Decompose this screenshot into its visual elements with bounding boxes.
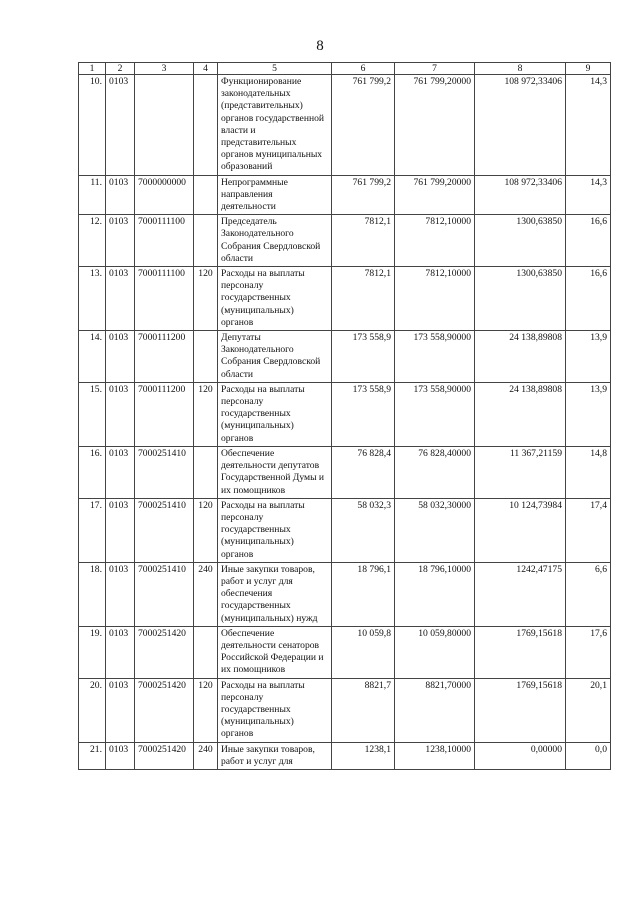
- executed-amount: 1769,15618: [475, 678, 566, 742]
- item-name: Расходы на выплаты персоналу государственных (муниципальных) органов: [218, 498, 332, 562]
- percent-value: 20,1: [566, 678, 611, 742]
- percent-value: 16,6: [566, 215, 611, 267]
- target-code: 7000111100: [135, 267, 194, 331]
- table-row: [79, 498, 611, 562]
- expense-type: 120: [194, 678, 218, 742]
- target-code: 7000111200: [135, 331, 194, 383]
- plan-precise-amount: 761 799,20000: [395, 175, 475, 215]
- plan-precise-amount: 173 558,90000: [395, 382, 475, 446]
- percent-value: 14,8: [566, 446, 611, 498]
- executed-amount: 24 138,89808: [475, 331, 566, 383]
- table-row: [79, 175, 611, 215]
- percent-value: 14,3: [566, 175, 611, 215]
- expense-type: 240: [194, 562, 218, 626]
- row-number: 20.: [79, 678, 106, 742]
- plan-amount: 10 059,8: [332, 626, 395, 678]
- table-row: [79, 626, 611, 678]
- column-header: 4: [194, 63, 218, 75]
- target-code: 7000251410: [135, 498, 194, 562]
- plan-amount: 761 799,2: [332, 175, 395, 215]
- row-number: 16.: [79, 446, 106, 498]
- column-header: 9: [566, 63, 611, 75]
- executed-amount: 10 124,73984: [475, 498, 566, 562]
- target-code: 7000251410: [135, 446, 194, 498]
- table-row: [79, 678, 611, 742]
- column-header: 1: [79, 63, 106, 75]
- budget-table: [78, 62, 611, 770]
- percent-value: 13,9: [566, 331, 611, 383]
- executed-amount: 1242,47175: [475, 562, 566, 626]
- row-number: 14.: [79, 331, 106, 383]
- plan-precise-amount: 76 828,40000: [395, 446, 475, 498]
- executed-amount: 1300,63850: [475, 215, 566, 267]
- section-code: 0103: [106, 175, 135, 215]
- target-code: [135, 75, 194, 176]
- target-code: 7000251420: [135, 626, 194, 678]
- item-name: Иные закупки товаров, работ и услуг для: [218, 742, 332, 769]
- plan-precise-amount: 58 032,30000: [395, 498, 475, 562]
- column-header: 6: [332, 63, 395, 75]
- executed-amount: 108 972,33406: [475, 75, 566, 176]
- target-code: 7000251420: [135, 678, 194, 742]
- column-header: 5: [218, 63, 332, 75]
- percent-value: 13,9: [566, 382, 611, 446]
- expense-type: [194, 446, 218, 498]
- item-name: Функционирование законодательных (представительных) органов государственной власти и представительных органов муниципальных образований: [218, 75, 332, 176]
- expense-type: [194, 626, 218, 678]
- plan-precise-amount: 761 799,20000: [395, 75, 475, 176]
- executed-amount: 1769,15618: [475, 626, 566, 678]
- executed-amount: 11 367,21159: [475, 446, 566, 498]
- table-row: [79, 215, 611, 267]
- percent-value: 0,0: [566, 742, 611, 769]
- expense-type: [194, 215, 218, 267]
- plan-precise-amount: 1238,10000: [395, 742, 475, 769]
- executed-amount: 1300,63850: [475, 267, 566, 331]
- plan-amount: 18 796,1: [332, 562, 395, 626]
- item-name: Иные закупки товаров, работ и услуг для обеспечения государственных (муниципальных) нужд: [218, 562, 332, 626]
- column-header: 7: [395, 63, 475, 75]
- item-name: Председатель Законодательного Собрания Свердловской области: [218, 215, 332, 267]
- expense-type: 120: [194, 498, 218, 562]
- expense-type: 120: [194, 382, 218, 446]
- plan-precise-amount: 10 059,80000: [395, 626, 475, 678]
- table-row: [79, 267, 611, 331]
- column-header: 3: [135, 63, 194, 75]
- section-code: 0103: [106, 446, 135, 498]
- table-row: [79, 446, 611, 498]
- page-number: 8: [316, 38, 324, 54]
- row-number: 15.: [79, 382, 106, 446]
- table-row: [79, 382, 611, 446]
- plan-amount: 173 558,9: [332, 382, 395, 446]
- column-header: 8: [475, 63, 566, 75]
- plan-amount: 76 828,4: [332, 446, 395, 498]
- table-header-row: [79, 63, 611, 75]
- section-code: 0103: [106, 215, 135, 267]
- row-number: 12.: [79, 215, 106, 267]
- table-row: [79, 742, 611, 769]
- plan-precise-amount: 18 796,10000: [395, 562, 475, 626]
- section-code: 0103: [106, 626, 135, 678]
- table-row: [79, 331, 611, 383]
- item-name: Непрограммные направления деятельности: [218, 175, 332, 215]
- target-code: 7000251410: [135, 562, 194, 626]
- column-header: 2: [106, 63, 135, 75]
- percent-value: 16,6: [566, 267, 611, 331]
- plan-amount: 8821,7: [332, 678, 395, 742]
- plan-amount: 1238,1: [332, 742, 395, 769]
- target-code: 7000111100: [135, 215, 194, 267]
- item-name: Расходы на выплаты персоналу государственных (муниципальных) органов: [218, 382, 332, 446]
- expense-type: 240: [194, 742, 218, 769]
- item-name: Обеспечение деятельности депутатов Государственной Думы и их помощников: [218, 446, 332, 498]
- target-code: 7000111200: [135, 382, 194, 446]
- section-code: 0103: [106, 498, 135, 562]
- section-code: 0103: [106, 742, 135, 769]
- row-number: 19.: [79, 626, 106, 678]
- executed-amount: 108 972,33406: [475, 175, 566, 215]
- section-code: 0103: [106, 331, 135, 383]
- plan-amount: 7812,1: [332, 215, 395, 267]
- row-number: 10.: [79, 75, 106, 176]
- row-number: 13.: [79, 267, 106, 331]
- executed-amount: 24 138,89808: [475, 382, 566, 446]
- executed-amount: 0,00000: [475, 742, 566, 769]
- percent-value: 17,4: [566, 498, 611, 562]
- percent-value: 14,3: [566, 75, 611, 176]
- section-code: 0103: [106, 562, 135, 626]
- plan-amount: 173 558,9: [332, 331, 395, 383]
- row-number: 18.: [79, 562, 106, 626]
- row-number: 17.: [79, 498, 106, 562]
- plan-precise-amount: 7812,10000: [395, 267, 475, 331]
- item-name: Расходы на выплаты персоналу государственных (муниципальных) органов: [218, 678, 332, 742]
- expense-type: [194, 175, 218, 215]
- plan-amount: 761 799,2: [332, 75, 395, 176]
- row-number: 21.: [79, 742, 106, 769]
- section-code: 0103: [106, 678, 135, 742]
- percent-value: 6,6: [566, 562, 611, 626]
- expense-type: [194, 331, 218, 383]
- plan-precise-amount: 7812,10000: [395, 215, 475, 267]
- table-row: [79, 75, 611, 176]
- percent-value: 17,6: [566, 626, 611, 678]
- expense-type: 120: [194, 267, 218, 331]
- target-code: 7000251420: [135, 742, 194, 769]
- section-code: 0103: [106, 75, 135, 176]
- section-code: 0103: [106, 382, 135, 446]
- plan-amount: 7812,1: [332, 267, 395, 331]
- section-code: 0103: [106, 267, 135, 331]
- item-name: Обеспечение деятельности сенаторов Российской Федерации и их помощников: [218, 626, 332, 678]
- plan-precise-amount: 173 558,90000: [395, 331, 475, 383]
- row-number: 11.: [79, 175, 106, 215]
- item-name: Депутаты Законодательного Собрания Свердловской области: [218, 331, 332, 383]
- item-name: Расходы на выплаты персоналу государственных (муниципальных) органов: [218, 267, 332, 331]
- plan-amount: 58 032,3: [332, 498, 395, 562]
- plan-precise-amount: 8821,70000: [395, 678, 475, 742]
- table-row: [79, 562, 611, 626]
- expense-type: [194, 75, 218, 176]
- target-code: 7000000000: [135, 175, 194, 215]
